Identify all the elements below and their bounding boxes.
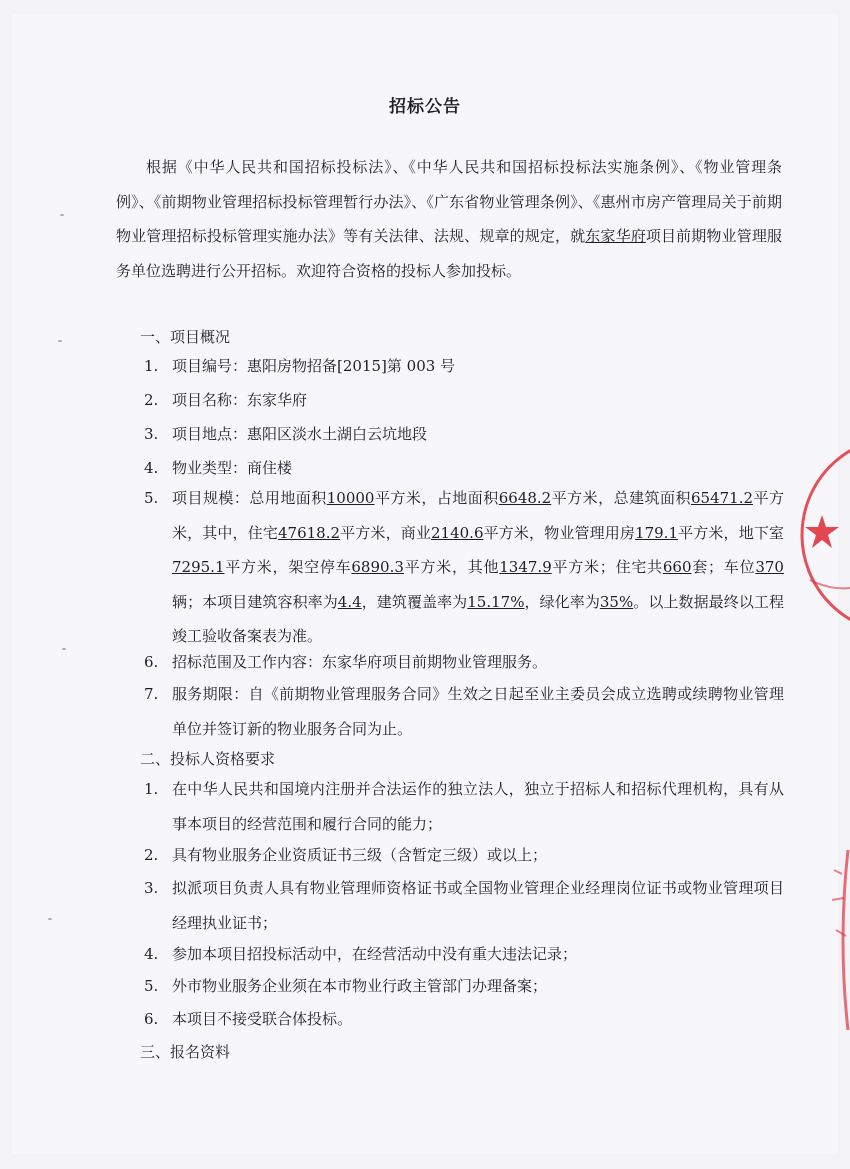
section-1-heading: 一、项目概况 <box>140 328 231 346</box>
parking-spaces: 370 <box>755 558 784 576</box>
partial-seal-stamp-lower <box>820 840 850 1040</box>
building-coverage: 15.17% <box>467 592 525 611</box>
intro-text-1: 根据《中华人民共和国招标投标法》、《中华人民共和国招标投标法实施条例》、《物业管理条例》、《前期物业管理招标投标管理暂行办法》、《广东省物业管理条例》、《惠州市房产管理局关于前期物业管理招标投标管理实施办法》等有关法律、法规、规章的规定，就 <box>116 158 782 245</box>
basement-area: 7295.1 <box>172 558 225 576</box>
scan-speck <box>60 214 64 216</box>
seal-fragment-icon <box>820 840 850 1040</box>
item-number: 6. <box>144 653 159 671</box>
project-name-underlined: 东家华府 <box>585 227 646 245</box>
intro-paragraph <box>116 150 782 288</box>
list-item <box>144 417 784 452</box>
item-text: 招标范围及工作内容：东家华府项目前期物业管理服务。 <box>172 653 548 671</box>
item-number: 4. <box>144 459 159 477</box>
gross-floor-area: 65471.2 <box>690 489 754 507</box>
item-text: 项目名称：东家华府 <box>172 391 308 409</box>
item-number: 2. <box>144 391 159 409</box>
residential-area: 47618.2 <box>277 523 341 542</box>
green-ratio: 35% <box>599 592 634 611</box>
list-item <box>144 677 784 746</box>
scan-speck <box>58 340 62 342</box>
intro-text-2: 项目前期物业管理服务单位选聘进行公开招标。欢迎符合资格的投标人参加投标。 <box>116 227 782 280</box>
land-area: 10000 <box>326 489 375 507</box>
item-text: 物业类型：商住楼 <box>172 459 293 477</box>
scan-speck <box>48 918 52 920</box>
item-number: 1. <box>144 780 159 798</box>
document-title: 招标公告 <box>389 97 461 117</box>
list-item <box>144 349 784 384</box>
list-item <box>144 937 784 972</box>
project-scale-text: 项目规模：总用地面积10000平方米，占地面积6648.2平方米，总建筑面积65471.2平方米，其中，住宅47618.2平方米，商业2140.6平方米，物业管理用房179.1平方米，地下室7295.1平方米，架空停车6890.3平方米，其他1347.9平方米；住宅共660套；车位370辆；本项目建筑容积率为4.4，建筑覆盖率为15.17%，绿化率为35%。以上数据最终以工程竣工验收备案表为准。 <box>172 489 784 645</box>
item-text: 服务期限：自《前期物业管理服务合同》生效之日起至业主委员会成立选聘或续聘物业管理单位并签订新的物业服务合同为止。 <box>172 685 784 738</box>
item-text: 在中华人民共和国境内注册并合法运作的独立法人，独立于招标人和招标代理机构，具有从事本项目的经营范围和履行合同的能力； <box>172 780 784 833</box>
section-2-heading: 二、投标人资格要求 <box>140 750 276 768</box>
list-item <box>144 969 784 1004</box>
seal-icon <box>790 440 850 640</box>
stilt-parking-area: 6890.3 <box>351 558 404 576</box>
item-text: 本项目不接受联合体投标。 <box>172 1010 353 1028</box>
floor-area-ratio: 4.4 <box>337 592 362 611</box>
item-number: 3. <box>144 425 159 443</box>
section-3-heading: 三、报名资料 <box>140 1043 231 1061</box>
management-room-area: 179.1 <box>635 523 678 542</box>
list-item <box>144 772 784 841</box>
item-number: 3. <box>144 879 159 897</box>
commercial-area: 2140.6 <box>431 523 484 542</box>
list-item <box>144 645 784 680</box>
list-item <box>144 1002 784 1037</box>
item-number: 6. <box>144 1010 159 1028</box>
item-text: 具有物业服务企业资质证书三级（含暂定三级）或以上； <box>172 846 548 864</box>
project-scale-item <box>144 481 784 654</box>
item-text: 外市物业服务企业须在本市物业行政主管部门办理备案； <box>172 977 548 995</box>
item-text: 项目编号：惠阳房物招备[2015]第 003 号 <box>172 357 456 375</box>
footprint-area: 6648.2 <box>498 489 552 507</box>
item-text: 项目地点：惠阳区淡水土湖白云坑地段 <box>172 425 428 443</box>
list-item <box>144 871 784 940</box>
item-number: 1. <box>144 357 159 375</box>
housing-units: 660 <box>662 558 692 576</box>
item-number: 4. <box>144 945 159 963</box>
item-number: 2. <box>144 846 159 864</box>
partial-seal-stamp <box>790 440 850 640</box>
item-text: 拟派项目负责人具有物业管理师资格证书或全国物业管理企业经理岗位证书或物业管理项目经理执业证书； <box>172 879 784 932</box>
item-text: 参加本项目招投标活动中，在经营活动中没有重大违法记录； <box>172 945 578 963</box>
item-number: 7. <box>144 685 159 703</box>
item-number: 5. <box>144 977 159 995</box>
scan-speck <box>62 648 66 650</box>
list-item <box>144 383 784 418</box>
other-area: 1347.9 <box>499 558 552 576</box>
item-number: 5. <box>144 489 159 507</box>
list-item <box>144 838 784 873</box>
